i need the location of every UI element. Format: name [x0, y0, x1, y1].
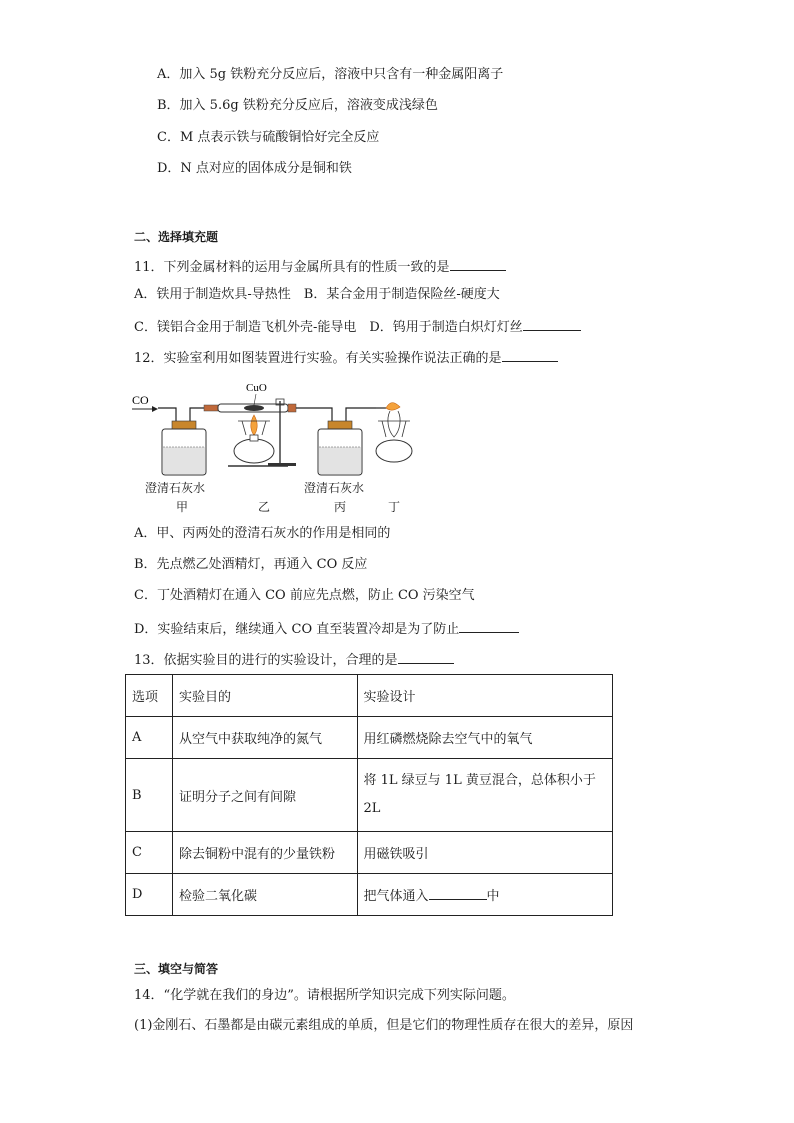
q11-stem-text: 11．下列金属材料的运用与金属所具有的性质一致的是 [134, 260, 450, 275]
limewater-bing [319, 447, 361, 474]
answer-blank[interactable] [523, 316, 581, 331]
cell-text: 把气体通入 [363, 889, 429, 904]
answer-blank[interactable] [398, 649, 454, 664]
table-cell: C [126, 832, 173, 874]
answer-blank[interactable] [502, 347, 558, 362]
q10-option-d: D．N 点对应的固体成分是铜和铁 [157, 161, 352, 176]
caption-bing: 丙 [334, 500, 347, 514]
caption-limewater-1: 澄清石灰水 [145, 481, 206, 495]
table-header: 实验设计 [357, 675, 613, 717]
table-cell: D [126, 874, 173, 916]
section-title-3: 三、填空与简答 [134, 962, 219, 976]
q10-option-b: B．加入 5.6g 铁粉充分反应后，溶液变成浅绿色 [157, 98, 438, 113]
q12-option-d-text: D．实验结束后，继续通入 CO 直至装置冷却是为了防止 [134, 622, 460, 637]
table-cell [357, 759, 613, 832]
answer-blank[interactable] [450, 256, 506, 271]
cuo-label: CuO [246, 382, 267, 394]
q11-options-line2-text: C．镁铝合金用于制造飞机外壳-能导电 D．钨用于制造白炽灯灯丝 [134, 320, 523, 335]
table-cell: 从空气中获取纯净的氮气 [172, 717, 357, 759]
limewater-jia [163, 447, 205, 474]
table-cell: 除去铜粉中混有的少量铁粉 [172, 832, 357, 874]
answer-blank[interactable] [429, 885, 487, 900]
section-title-2: 二、选择填充题 [134, 230, 219, 244]
cell-text-line1: 将 1L 绿豆与 1L 黄豆混合，总体积小于 [363, 773, 596, 788]
caption-jia: 甲 [176, 500, 189, 514]
caption-limewater-2: 澄清石灰水 [304, 481, 365, 495]
q14-part1: (1)金刚石、石墨都是由碳元素组成的单质，但是它们的物理性质存在很大的差异，原因 [134, 1018, 634, 1033]
table-row [126, 717, 613, 759]
cell-text-line2: 2L [363, 801, 381, 816]
table-cell: B [126, 759, 173, 832]
q10-option-a: A．加入 5g 铁粉充分反应后，溶液中只含有一种金属阳离子 [157, 67, 504, 82]
q13-stem [134, 649, 454, 670]
q10-option-c: C．M 点表示铁与硫酸铜恰好完全反应 [157, 130, 380, 145]
q13-stem-text: 13．依据实验目的进行的实验设计，合理的是 [134, 653, 398, 668]
q11-stem [134, 256, 506, 277]
table-cell: 用磁铁吸引 [357, 832, 613, 874]
apparatus-diagram [128, 377, 418, 477]
flame-yi-icon [251, 415, 257, 435]
arrow-head-icon [152, 406, 158, 412]
caption-yi: 乙 [258, 500, 271, 514]
caption-ding: 丁 [388, 500, 401, 514]
q12-option-a: A．甲、丙两处的澄清石灰水的作用是相同的 [134, 526, 391, 541]
rubber-connector [204, 405, 218, 411]
experiment-table [125, 674, 613, 916]
flame-ding-icon [386, 403, 400, 411]
q11-options-line2 [134, 316, 581, 337]
table-row [126, 759, 613, 832]
alcohol-lamp-yi [234, 439, 274, 463]
q12-stem [134, 347, 558, 368]
answer-blank[interactable] [459, 618, 519, 633]
alcohol-lamp-ding [376, 440, 412, 462]
table-cell: 用红磷燃烧除去空气中的氧气 [357, 717, 613, 759]
table-cell: 证明分子之间有间隙 [172, 759, 357, 832]
cuo-powder [244, 405, 264, 411]
stopper-bing [328, 421, 352, 429]
q11-options-line1: A．铁用于制造炊具-导热性 B．某合金用于制造保险丝-硬度大 [134, 287, 500, 302]
table-header-row [126, 675, 613, 717]
table-cell: A [126, 717, 173, 759]
cell-text-suffix: 中 [486, 889, 500, 904]
table-header: 选项 [126, 675, 173, 717]
stopper-jia [172, 421, 196, 429]
q12-option-b: B．先点燃乙处酒精灯，再通入 CO 反应 [134, 557, 368, 572]
table-row [126, 874, 613, 916]
q14-stem: 14．“化学就在我们的身边”。请根据所学知识完成下列实际问题。 [134, 988, 515, 1003]
q12-option-d [134, 618, 519, 639]
q12-stem-text: 12．实验室利用如图装置进行实验。有关实验操作说法正确的是 [134, 351, 502, 366]
table-header: 实验目的 [172, 675, 357, 717]
q12-option-c: C．丁处酒精灯在通入 CO 前应先点燃，防止 CO 污染空气 [134, 588, 475, 603]
co-label: CO [132, 393, 149, 407]
table-cell: 检验二氧化碳 [172, 874, 357, 916]
table-row [126, 832, 613, 874]
table-cell [357, 874, 613, 916]
